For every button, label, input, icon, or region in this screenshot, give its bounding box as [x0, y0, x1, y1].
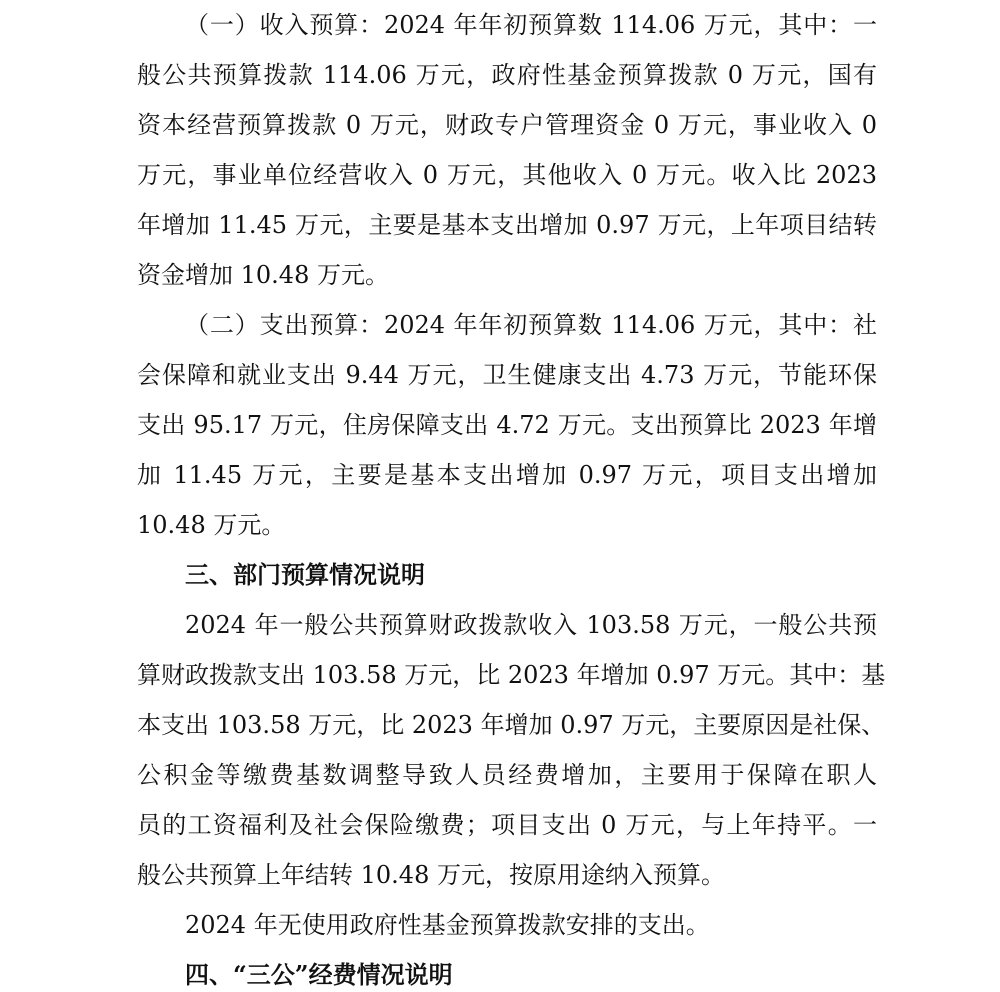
- dept-budget-line-5: 员的工资福利及社会保险缴费；项目支出 0 万元，与上年持平。一: [137, 811, 877, 839]
- dept-budget-line-4: 公积金等缴费基数调整导致人员经费增加，主要用于保障在职人: [137, 761, 877, 789]
- heading-dept-budget: 三、部门预算情况说明: [185, 560, 425, 589]
- expense-budget-line-2: 会保障和就业支出 9.44 万元，卫生健康支出 4.73 万元，节能环保: [137, 361, 877, 389]
- dept-budget-line-3: 本支出 103.58 万元，比 2023 年增加 0.97 万元，主要原因是社保、: [137, 711, 886, 739]
- income-budget-line-2: 般公共预算拨款 114.06 万元，政府性基金预算拨款 0 万元，国有: [137, 61, 877, 89]
- dept-budget-line-6: 般公共预算上年结转 10.48 万元，按原用途纳入预算。: [137, 861, 725, 889]
- dept-budget-line-2: 算财政拨款支出 103.58 万元，比 2023 年增加 0.97 万元。其中：基: [137, 661, 886, 689]
- dept-budget-line-1: 2024 年一般公共预算财政拨款收入 103.58 万元，一般公共预: [185, 611, 877, 639]
- income-budget-line-5: 年增加 11.45 万元，主要是基本支出增加 0.97 万元，上年项目结转: [137, 211, 877, 239]
- expense-budget-line-3: 支出 95.17 万元，住房保障支出 4.72 万元。支出预算比 2023 年增: [137, 411, 877, 439]
- expense-budget-line-1: （二）支出预算：2024 年年初预算数 114.06 万元，其中：社: [185, 311, 877, 339]
- income-budget-line-3: 资本经营预算拨款 0 万元，财政专户管理资金 0 万元，事业收入 0: [137, 111, 877, 139]
- expense-budget-line-4: 加 11.45 万元，主要是基本支出增加 0.97 万元，项目支出增加: [137, 461, 877, 489]
- expense-budget-line-5: 10.48 万元。: [137, 511, 286, 539]
- income-budget-line-1: （一）收入预算：2024 年年初预算数 114.06 万元，其中：一: [185, 11, 877, 39]
- gov-fund-line: 2024 年无使用政府性基金预算拨款安排的支出。: [185, 911, 710, 939]
- heading-three-public-expenses: 四、“三公”经费情况说明: [185, 960, 453, 989]
- income-budget-line-6: 资金增加 10.48 万元。: [137, 261, 389, 289]
- income-budget-line-4: 万元，事业单位经营收入 0 万元，其他收入 0 万元。收入比 2023: [137, 161, 877, 189]
